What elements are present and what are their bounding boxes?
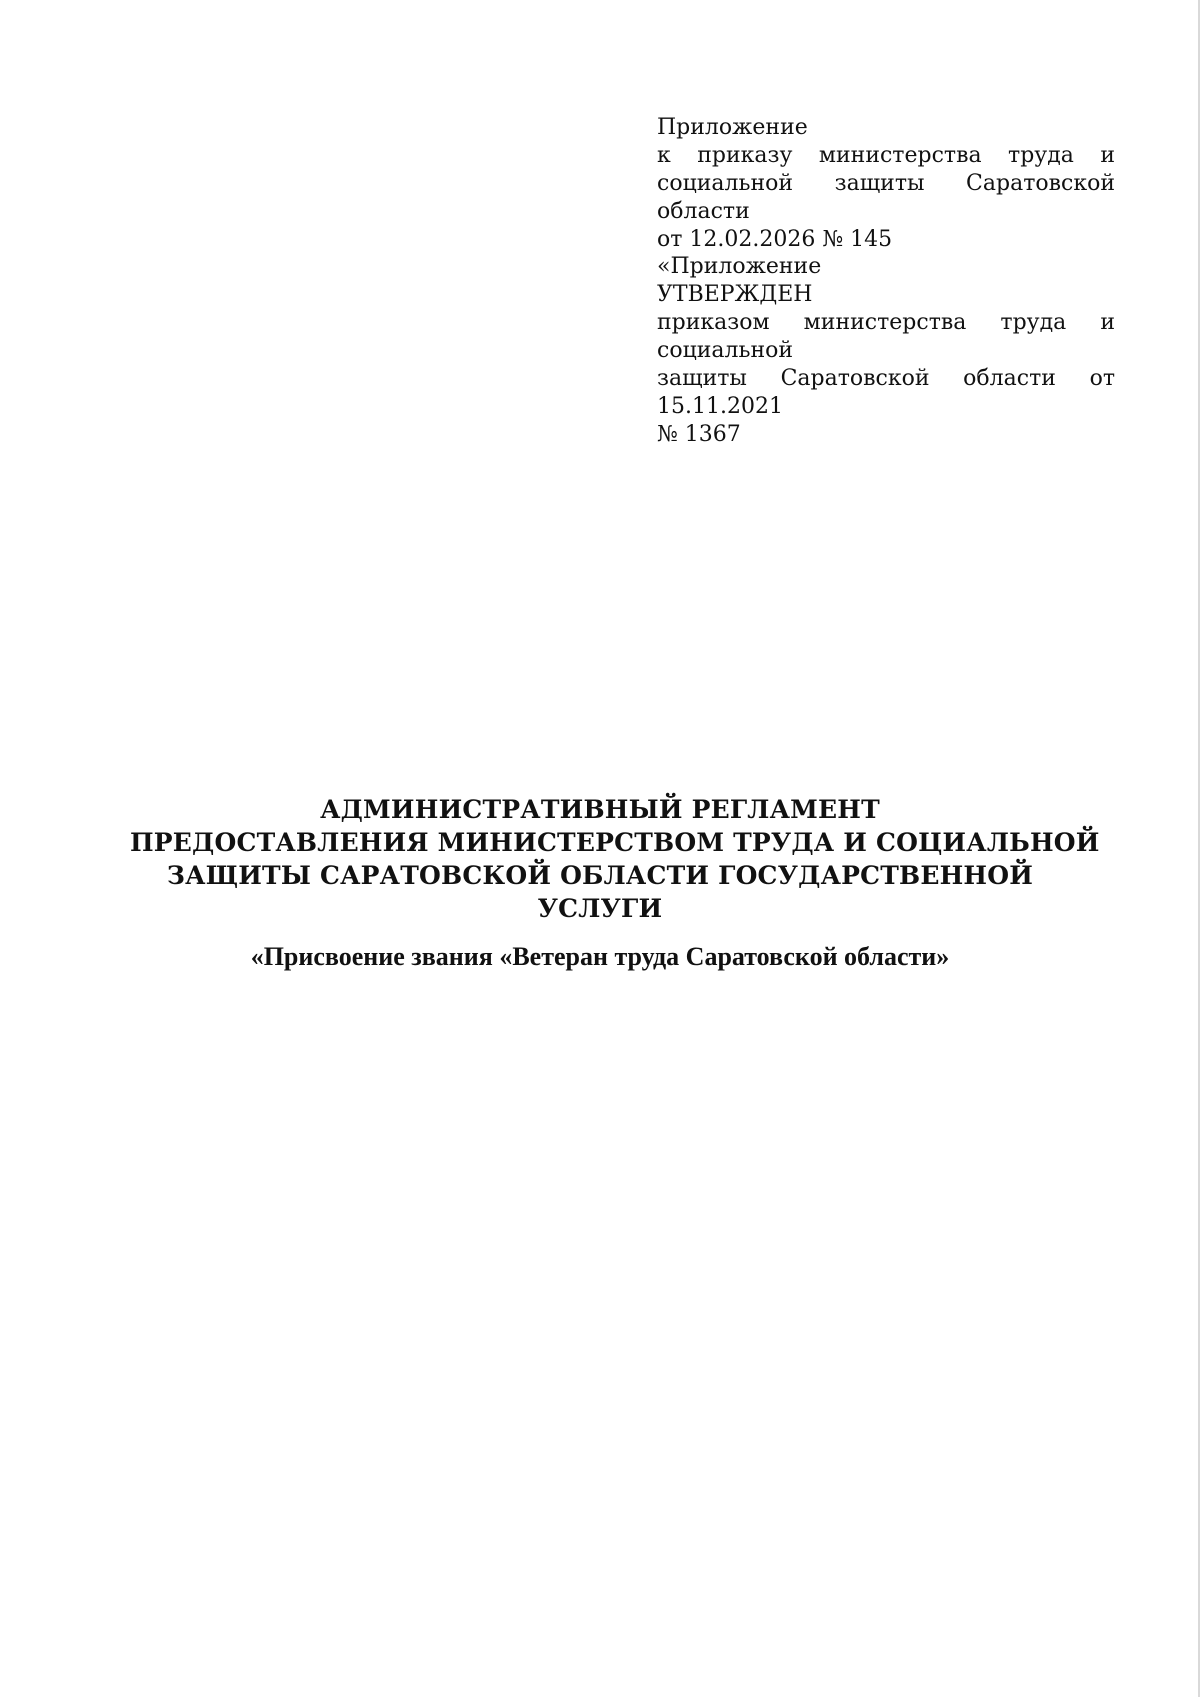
approved-appendix-label: «Приложение (657, 254, 822, 279)
document-title (130, 793, 1100, 925)
document-subtitle: «Присвоение звания «Ветеран труда Саратовской области» (250, 942, 950, 971)
approved-order-line: приказом министерства труда и социальной (657, 310, 1115, 363)
appendix-ministry-line: социальной защиты Саратовской области (657, 171, 1115, 224)
title-line-4: УСЛУГИ (537, 894, 663, 923)
appendix-date-number: от 12.02.2026 № 145 (657, 227, 893, 252)
title-line-3: ЗАЩИТЫ САРАТОВСКОЙ ОБЛАСТИ ГОСУДАРСТВЕННОЙ (166, 861, 1034, 890)
approved-date-line: защиты Саратовской области от 15.11.2021 (657, 366, 1115, 419)
appendix-header (657, 114, 1115, 254)
approved-status: УТВЕРЖДЕН (657, 282, 813, 307)
approved-header (657, 253, 1115, 449)
appendix-order-line: к приказу министерства труда и (657, 143, 1115, 168)
approved-order-number: № 1367 (657, 422, 741, 447)
appendix-label: Приложение (657, 115, 808, 140)
title-line-2: ПРЕДОСТАВЛЕНИЯ МИНИСТЕРСТВОМ ТРУДА И СОЦИАЛЬНОЙ (130, 828, 1100, 857)
title-line-1: АДМИНИСТРАТИВНЫЙ РЕГЛАМЕНТ (320, 795, 880, 824)
